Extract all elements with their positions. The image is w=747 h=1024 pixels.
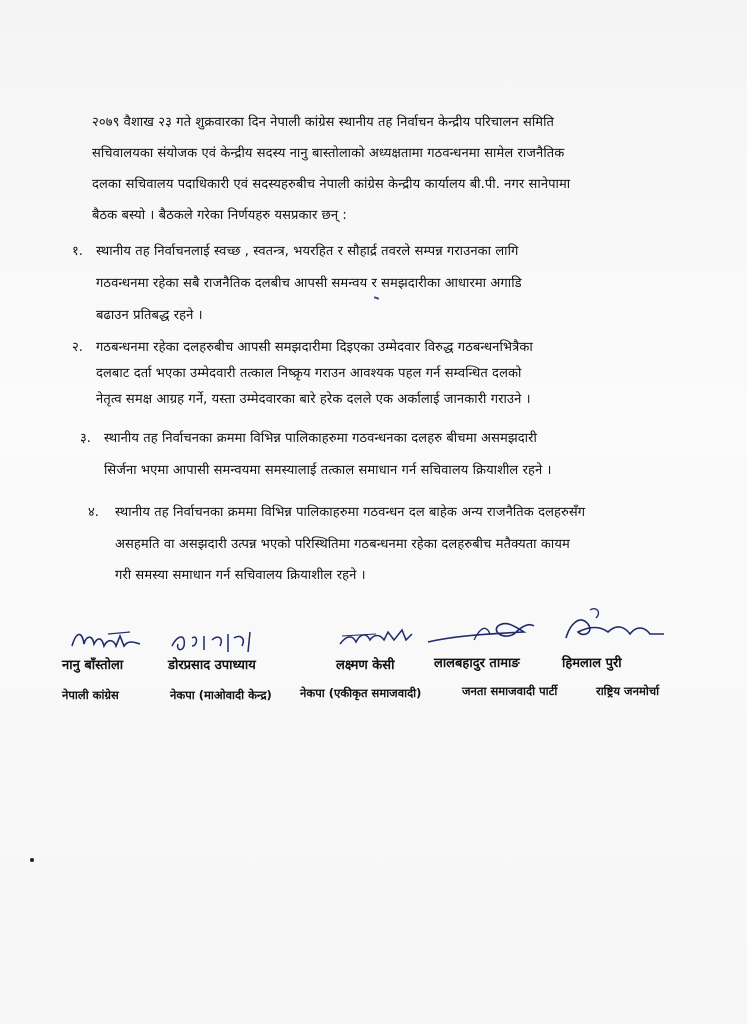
- signatory-party: जनता समाजवादी पार्टी: [462, 684, 558, 698]
- item-line: गरी समस्या समाधान गर्न सचिवालय क्रियाशील रहने ।: [115, 568, 366, 583]
- item-number: २.: [72, 340, 83, 355]
- signatory-name: हिमलाल पुरी: [562, 656, 622, 671]
- intro-line: दलका सचिवालय पदाधिकारी एवं सदस्यहरुबीच नेपाली कांग्रेस केन्द्रीय कार्यालय बी.पी. नगर सानेपामा: [92, 177, 571, 192]
- item-line: बढाउन प्रतिबद्ध रहने ।: [96, 308, 203, 323]
- signatory-name: डोरप्रसाद उपाध्याय: [168, 658, 256, 673]
- item-line: गठबन्धनमा रहेका दलहरुबीच आपसी समझदारीमा दिइएका उम्मेदवार विरुद्ध गठबन्धनभित्रैका: [96, 340, 533, 355]
- item-number: १.: [72, 244, 83, 259]
- item-number: ३.: [80, 431, 91, 446]
- item-line: स्थानीय तह निर्वाचनलाई स्वच्छ , स्वतन्त्र, भयरहित र सौहार्द्र तवरले सम्पन्न गराउनका लागि: [96, 244, 519, 259]
- signatory-name: लक्ष्मण केसी: [336, 658, 395, 673]
- intro-line: बैठक बस्यो । बैठकले गरेका निर्णयहरु यसप्रकार छन् :: [92, 208, 347, 223]
- signature-3-ink: [336, 624, 416, 654]
- intro-line: २०७९ वैशाख २३ गते शुक्रवारका दिन नेपाली कांग्रेस स्थानीय तह निर्वाचन केन्द्रीय परिचालन समिति: [92, 115, 554, 130]
- signature-5-ink: [560, 604, 670, 648]
- signature-1-ink: [68, 626, 148, 654]
- item-line: गठवन्धनमा रहेका सबै राजनैतिक दलबीच आपसी समन्वय र समझदारीका आधारमा अगाडि: [96, 276, 522, 291]
- item-line: असहमति वा असझदारी उत्पन्न भएको परिस्थितिमा गठबन्धनमा रहेका दलहरुबीच मतैक्यता कायम: [115, 537, 570, 552]
- signatory-party: नेकपा (माओवादी केन्द्र): [170, 688, 272, 702]
- item-line: स्थानीय तह निर्वाचनका क्रममा विभिन्न पालिकाहरुमा गठवन्धनका दलहरु बीचमा असमझदारी: [104, 431, 537, 446]
- item-line: सिर्जना भएमा आपासी समन्वयमा समस्यालाई तत्काल समाधान गर्न सचिवालय क्रियाशील रहने ।: [104, 463, 552, 478]
- signatory-party: राष्ट्रिय जनमोर्चा: [596, 684, 660, 698]
- signatory-party: नेपाली कांग्रेस: [62, 688, 119, 702]
- item-line: दलबाट दर्ता भएका उम्मेदवारी तत्काल निष्क्रृय गराउन आवश्यक पहल गर्न सम्वन्धित दलको: [96, 366, 522, 381]
- ink-mark: [374, 296, 379, 300]
- item-line: नेतृत्व समक्ष आग्रह गर्ने, यस्ता उम्मेदवारका बारे हरेक दलले एक अर्कालाई जानकारी गराउने ।: [96, 392, 531, 407]
- stray-mark: [30, 858, 34, 862]
- item-line: स्थानीय तह निर्वाचनका क्रममा विभिन्न पालिकाहरुमा गठवन्धन दल बाहेक अन्य राजनैतिक दलहरुसँग: [115, 505, 586, 520]
- signatory-name: लालबहादुर तामाङ: [434, 656, 520, 671]
- signatory-name: नानु बाँस्तोला: [62, 658, 124, 673]
- intro-line: सचिवालयका संयोजक एवं केन्द्रीय सदस्य नानु बास्तोलाको अध्यक्षतामा गठवन्धनमा सामेल राजनैतिक: [92, 146, 565, 161]
- signature-2-ink: [168, 628, 268, 656]
- item-number: ४.: [88, 505, 99, 520]
- signatory-party: नेकपा (एकीकृत समाजवादी): [300, 686, 422, 700]
- signature-4-ink: [424, 614, 544, 650]
